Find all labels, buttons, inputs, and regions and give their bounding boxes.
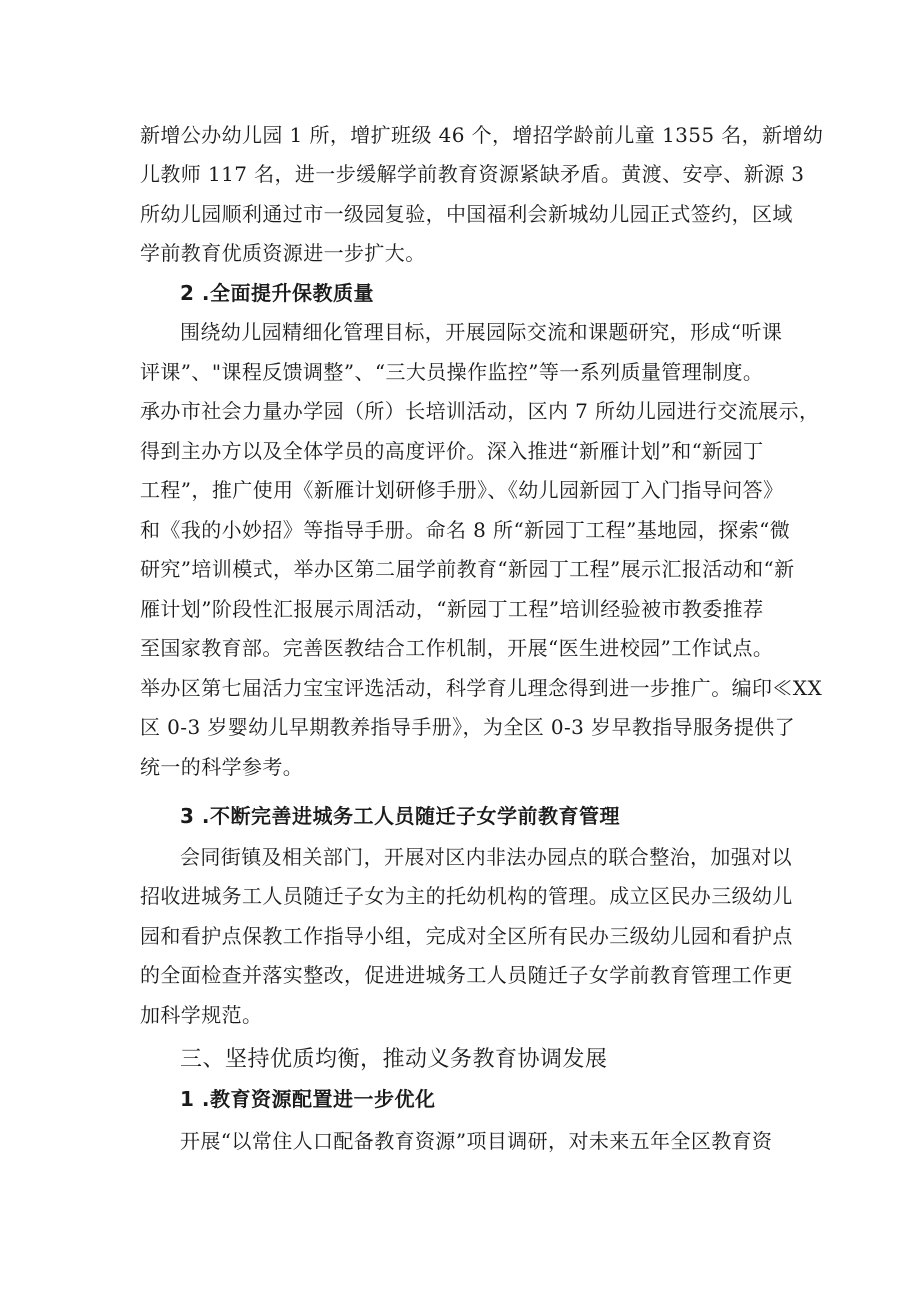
paragraph-line: 区 0-3 岁婴幼儿早期教养指导手册》，为全区 0-3 岁早教指导服务提供了 xyxy=(140,715,796,739)
paragraph-line: 至国家教育部。完善医教结合工作机制，开展“医生进校园”工作试点。 xyxy=(140,636,774,660)
section-title: 三、坚持优质均衡，推动义务教育协调发展 xyxy=(180,1047,608,1072)
paragraph-line: 围绕幼儿园精细化管理目标，开展园际交流和课题研究，形成“听课 xyxy=(180,320,783,344)
paragraph-line: 和《我的小妙招》等指导手册。命名 8 所“新园丁工程”基地园，探索“微 xyxy=(140,518,791,542)
paragraph-line: 工程”，推广使用《新雁计划研修手册》、《幼儿园新园丁入门指导问答》 xyxy=(140,478,784,502)
subheading-resource-allocation: 1 .教育资源配置进一步优化 xyxy=(180,1087,436,1111)
paragraph-line: 得到主办方以及全体学员的高度评价。深入推进“新雁计划”和“新园丁 xyxy=(140,439,764,463)
paragraph-line: 承办市社会力量办学园（所）长培训活动，区内 7 所幼儿园进行交流展示， xyxy=(140,399,820,423)
paragraph-line: 新增公办幼儿园 1 所，增扩班级 46 个，增招学龄前儿童 1355 名，新增幼 xyxy=(140,123,824,147)
paragraph-line: 会同街镇及相关部门，开展对区内非法办园点的联合整治，加强对以 xyxy=(180,845,792,869)
paragraph-line: 招收进城务工人员随迁子女为主的托幼机构的管理。成立区民办三级幼儿 xyxy=(140,884,793,908)
paragraph-line: 开展“以常住人口配备教育资源”项目调研，对未来五年全区教育资 xyxy=(180,1129,773,1153)
paragraph-line: 举办区第七届活力宝宝评选活动，科学育儿理念得到进一步推广。编印≪XX xyxy=(140,676,823,700)
subheading-quality: 2 .全面提升保教质量 xyxy=(180,281,374,305)
paragraph-line: 的全面检查并落实整改，促进进城务工人员随迁子女学前教育管理工作更 xyxy=(140,963,793,987)
paragraph-line: 儿教师 117 名，进一步缓解学前教育资源紧缺矛盾。黄渡、安亭、新源 3 xyxy=(140,162,805,186)
paragraph-line: 学前教育优质资源进一步扩大。 xyxy=(140,241,426,265)
paragraph-line: 园和看护点保教工作指导小组，完成对全区所有民办三级幼儿园和看护点 xyxy=(140,924,793,948)
paragraph-line: 加科学规范。 xyxy=(140,1003,263,1027)
paragraph-line: 研究”培训模式，举办区第二届学前教育“新园丁工程”展示汇报活动和“新 xyxy=(140,557,795,581)
subheading-migrant-children: 3 .不断完善进城务工人员随迁子女学前教育管理 xyxy=(180,804,620,828)
paragraph-line: 雁计划”阶段性汇报展示周活动，“新园丁工程”培训经验被市教委推荐 xyxy=(140,597,764,621)
paragraph-line: 评课”、"课程反馈调整”、“三大员操作监控”等一系列质量管理制度。 xyxy=(140,360,764,384)
paragraph-line: 统一的科学参考。 xyxy=(140,755,304,779)
paragraph-line: 所幼儿园顺利通过市一级园复验，中国福利会新城幼儿园正式签约，区域 xyxy=(140,202,793,226)
